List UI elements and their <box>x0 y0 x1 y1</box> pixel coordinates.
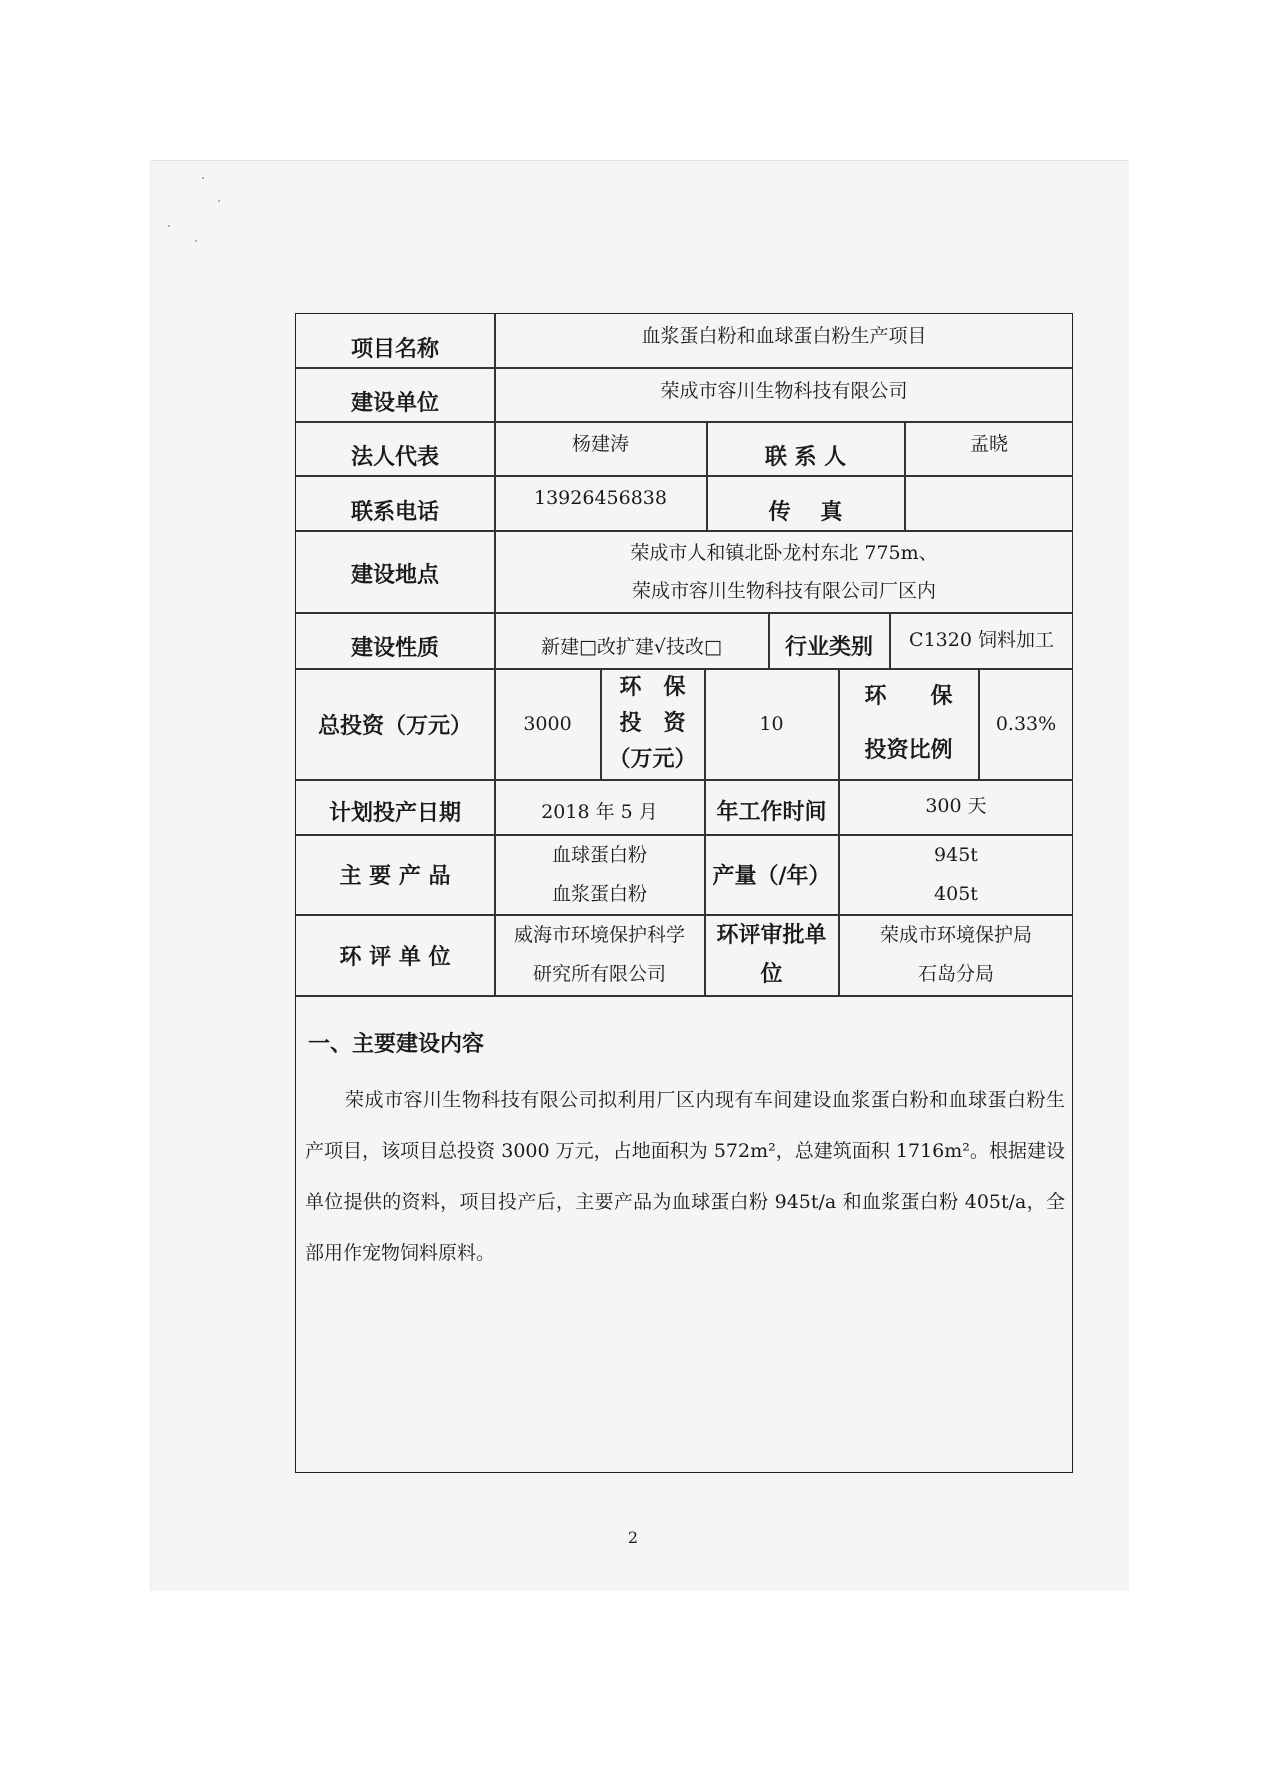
eia-unit-label: 环 评 单 位 <box>339 944 451 970</box>
products-value <box>495 835 704 914</box>
env-invest-value: 10 <box>759 713 784 735</box>
location-value <box>495 531 1073 612</box>
env-ratio-label-2: 投资比例 <box>864 738 953 763</box>
plan-date-label: 计划投产日期 <box>328 800 461 826</box>
location-line-1: 荣成市人和镇北卧龙村东北 775m、 <box>630 541 938 564</box>
output-2: 405t <box>934 882 978 905</box>
total-invest-value: 3000 <box>523 713 572 735</box>
approval-line-2: 石岛分局 <box>917 963 994 985</box>
scan-speck <box>202 177 204 179</box>
total-invest-label: 总投资（万元） <box>317 713 472 739</box>
work-time-value: 300 天 <box>925 794 987 817</box>
eia-unit-value <box>495 915 704 995</box>
contact-value: 孟晓 <box>969 433 1008 455</box>
fax-label: 传 真 <box>768 499 843 525</box>
location-label: 建设地点 <box>350 563 439 588</box>
env-invest-label-1: 环 保 <box>619 675 686 700</box>
location-line-2: 荣成市容川生物科技有限公司厂区内 <box>631 579 936 602</box>
output-1: 945t <box>934 843 978 866</box>
approval-label-1: 环评审批单 <box>716 923 827 948</box>
phone-label: 联系电话 <box>350 499 439 525</box>
fax-value <box>905 476 1073 530</box>
nature-label: 建设性质 <box>350 636 439 661</box>
legal-rep-label: 法人代表 <box>350 445 439 470</box>
products-label: 主 要 产 品 <box>339 864 451 889</box>
approval-label <box>705 915 838 995</box>
scan-speck <box>195 240 197 242</box>
contact-label: 联 系 人 <box>764 445 847 470</box>
output-value <box>839 835 1073 914</box>
legal-rep-value: 杨建涛 <box>571 433 629 455</box>
env-ratio-label-1: 环 保 <box>864 684 953 709</box>
env-invest-label-3: （万元） <box>608 747 697 772</box>
env-ratio-value: 0.33% <box>995 713 1057 735</box>
eia-unit-line-2: 研究所有限公司 <box>532 963 666 985</box>
phone-value: 13926456838 <box>534 487 667 509</box>
output-label: 产量（/年） <box>712 864 831 889</box>
scan-speck <box>168 225 170 227</box>
product-1: 血球蛋白粉 <box>551 843 647 866</box>
industry-label: 行业类别 <box>784 635 873 660</box>
page-number: 2 <box>627 1528 639 1547</box>
env-invest-label <box>601 669 704 779</box>
env-ratio-label <box>839 669 978 779</box>
rule <box>296 995 1073 997</box>
builder-value: 荣成市容川生物科技有限公司 <box>660 380 908 402</box>
work-time-label: 年工作时间 <box>716 799 827 825</box>
approval-line-1: 荣成市环境保护局 <box>879 924 1032 946</box>
section-title: 一、主要建设内容 <box>308 1032 485 1057</box>
approval-value <box>839 915 1073 995</box>
product-2: 血浆蛋白粉 <box>551 882 647 905</box>
project-name-value: 血浆蛋白粉和血球蛋白粉生产项目 <box>641 324 927 347</box>
industry-value: C1320 饲料加工 <box>909 629 1054 651</box>
eia-unit-line-1: 威海市环境保护科学 <box>513 924 685 946</box>
scan-speck <box>218 200 220 202</box>
project-name-label: 项目名称 <box>350 336 439 362</box>
nature-value: 新建□改扩建√技改□ <box>540 636 722 658</box>
builder-label: 建设单位 <box>350 391 439 416</box>
plan-date-value: 2018 年 5 月 <box>541 800 658 823</box>
section-paragraph: 荣成市容川生物科技有限公司拟利用厂区内现有车间建设血浆蛋白粉和血球蛋白粉生产项目，该项目总投资 3000 万元，占地面积为 572m²，总建筑面积 1716m²。根据建设单位提供的资料，项目投产后，主要产品为血球蛋白粉 945t/a 和血浆蛋白粉 405t/a，全部用作宠物饲料原料。 <box>305 1089 1065 1264</box>
approval-label-2: 位 <box>760 962 783 987</box>
env-invest-label-2: 投 资 <box>619 711 686 736</box>
